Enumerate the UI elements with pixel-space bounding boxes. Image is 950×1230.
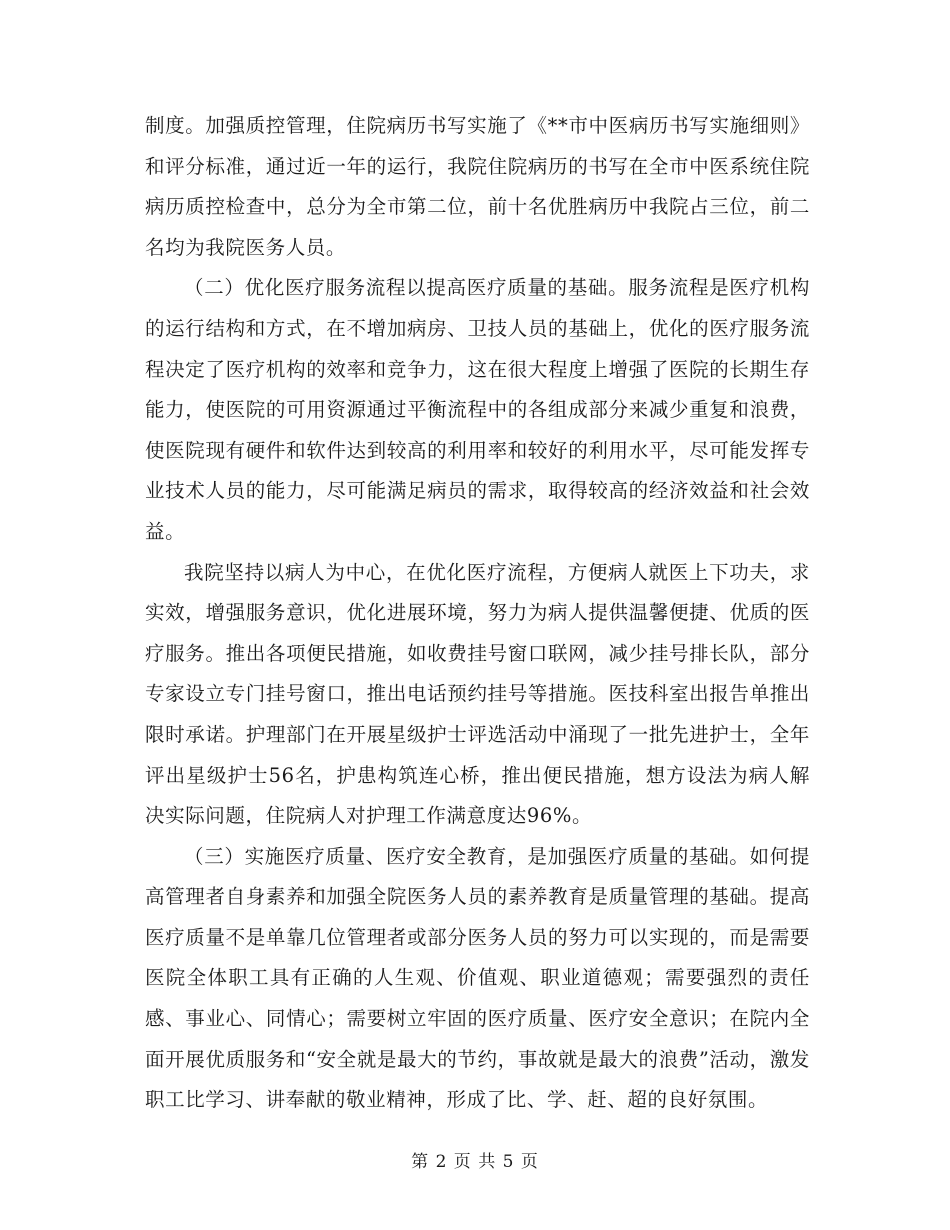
document-body — [145, 106, 810, 1121]
paragraph-3: 我院坚持以病人为中心，在优化医疗流程，方便病人就医上下功夫，求实效，增强服务意识，优化进展环境，努力为病人提供温馨便捷、优质的医疗服务。推出各项便民措施，如收费挂号窗口联网，减少挂号排长队，部分专家设立专门挂号窗口，推出电话预约挂号等措施。医技科室出报告单推出限时承诺。护理部门在开展星级护士评选活动中涌现了一批先进护士，全年评出星级护士56名，护患构筑连心桥，推出便民措施，想方设法为病人解决实际问题，住院病人对护理工作满意度达96%。 — [145, 560, 810, 828]
paragraph-1: 制度。加强质控管理，住院病历书写实施了《**市中医病历书写实施细则》和评分标准，通过近一年的运行，我院住院病历的书写在全市中医系统住院病历质控检查中，总分为全市第二位，前十名优胜病历中我院占三位，前二名均为我院医务人员。 — [145, 114, 810, 259]
page-number-footer: 第 2 页 共 5 页 — [411, 1152, 539, 1172]
paragraph-2: （二）优化医疗服务流程以提高医疗质量的基础。服务流程是医疗机构的运行结构和方式，在不增加病房、卫技人员的基础上，优化的医疗服务流程决定了医疗机构的效率和竞争力，这在很大程度上增强了医院的长期生存能力，使医院的可用资源通过平衡流程中的各组成部分来减少重复和浪费，使医院现有硬件和软件达到较高的利用率和较好的利用水平，尽可能发挥专业技术人员的能力，尽可能满足病员的需求，取得较高的经济效益和社会效益。 — [145, 276, 810, 543]
paragraph-4: （三）实施医疗质量、医疗安全教育，是加强医疗质量的基础。如何提高管理者自身素养和加强全院医务人员的素养教育是质量管理的基础。提高医疗质量不是单靠几位管理者或部分医务人员的努力可以实现的，而是需要医院全体职工具有正确的人生观、价值观、职业道德观；需要强烈的责任感、事业心、同情心；需要树立牢固的医疗质量、医疗安全意识；在院内全面开展优质服务和“安全就是最大的节约，事故就是最大的浪费”活动，激发职工比学习、讲奉献的敬业精神，形成了比、学、赶、超的良好氛围。 — [145, 844, 810, 1112]
